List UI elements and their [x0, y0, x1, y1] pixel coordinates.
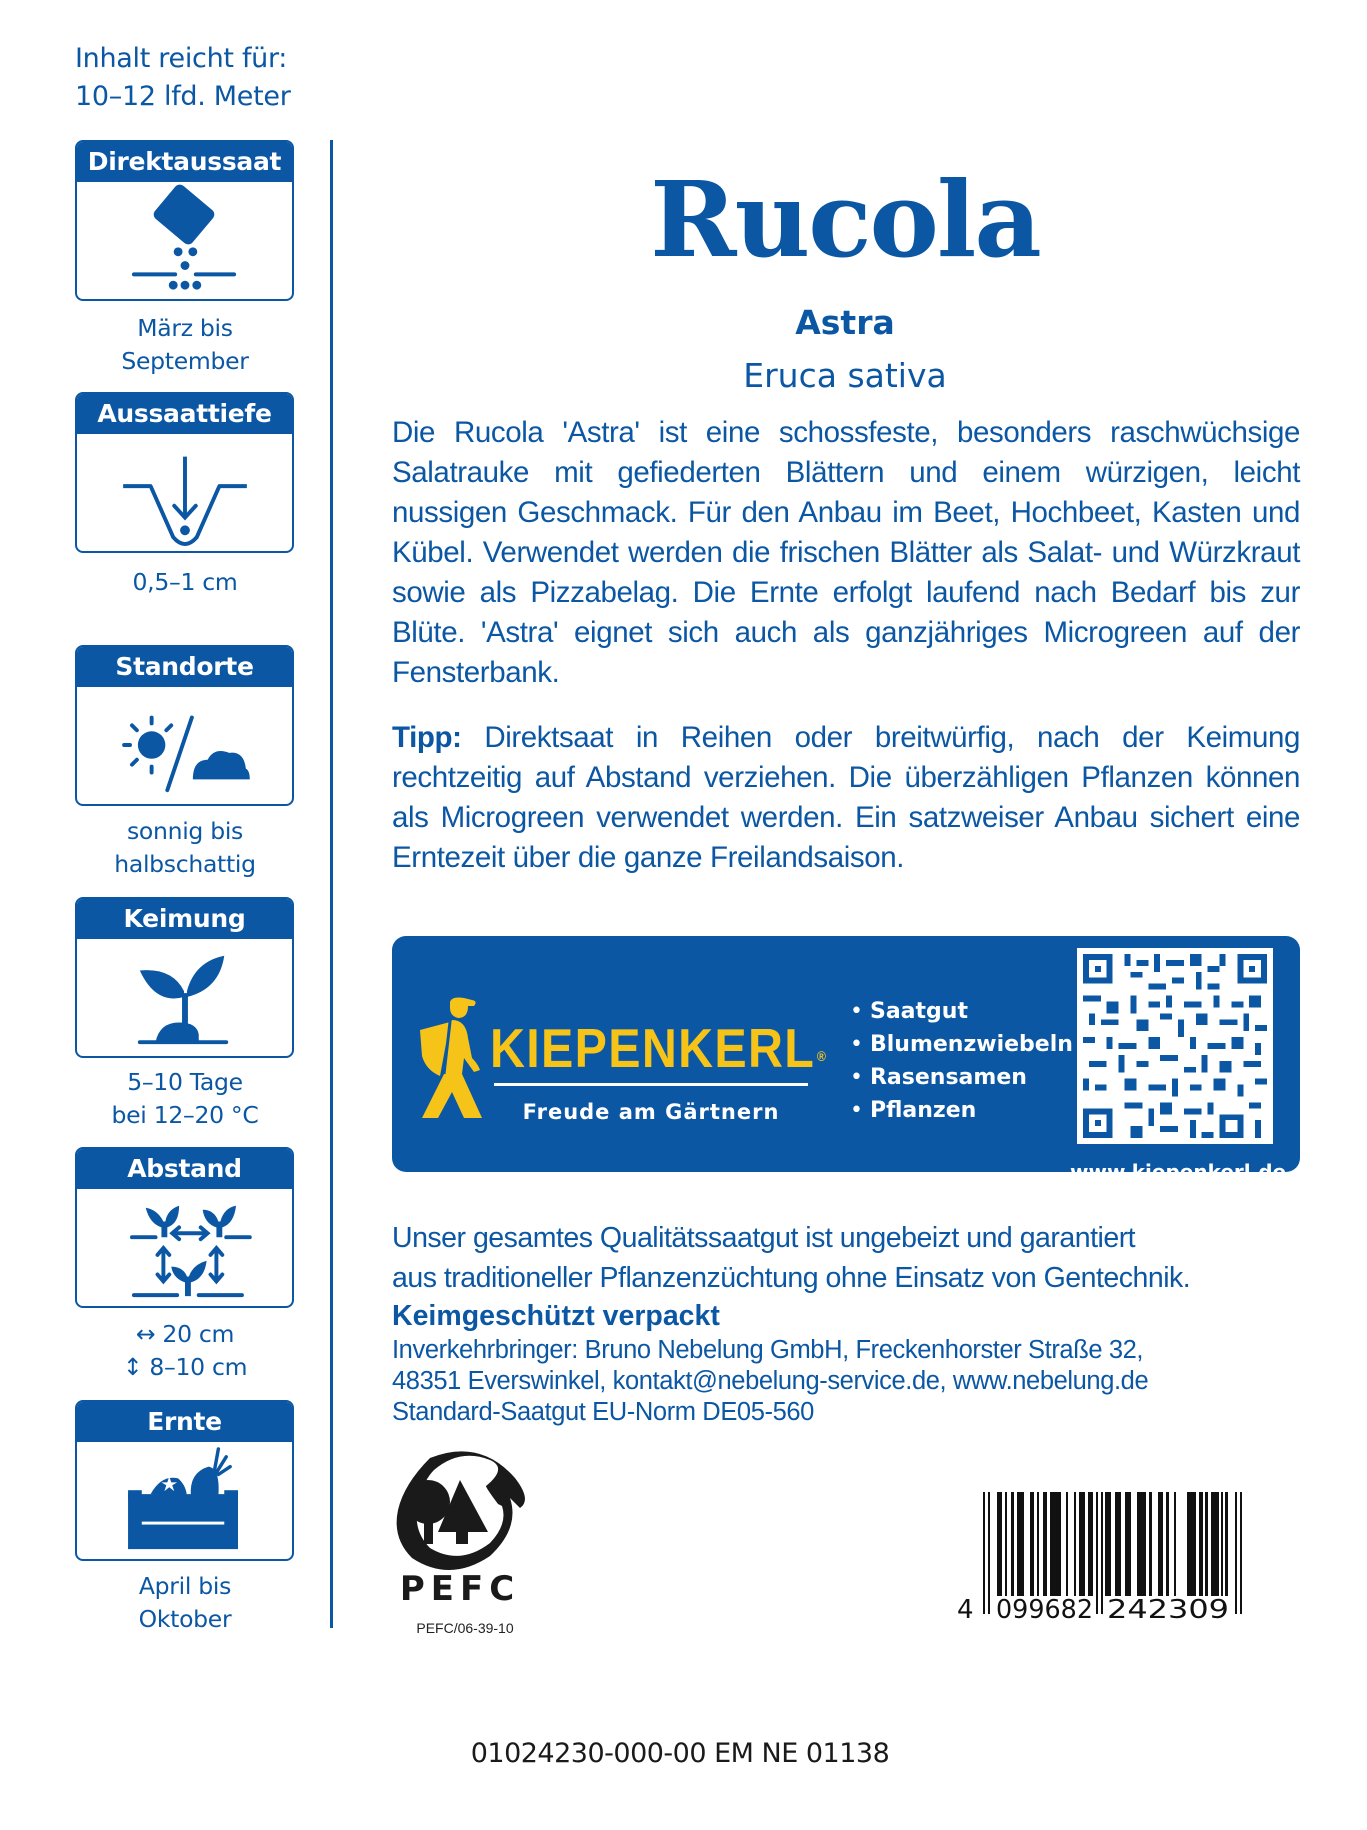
- packaging-note: Keimgeschützt verpackt: [392, 1300, 720, 1332]
- product-title: Rucola: [650, 158, 1040, 281]
- sowing-depth-icon: [77, 434, 292, 551]
- list-item: • Pflanzen: [850, 1094, 1073, 1127]
- product-latin-name: Eruca sativa: [743, 356, 947, 395]
- registered-mark: ®: [816, 1048, 827, 1064]
- brand-slogan: Freude am Gärtnern: [522, 1100, 780, 1124]
- brand-website-link[interactable]: www.kiepenkerl.de: [1070, 1160, 1287, 1184]
- value-line: März bis: [137, 314, 233, 342]
- value-line: bei 12–20 °C: [111, 1101, 259, 1129]
- brand-underline: [494, 1083, 808, 1086]
- card-title: Aussaattiefe: [77, 394, 292, 434]
- sun-cloud-icon: [77, 687, 292, 804]
- product-variety: Astra: [795, 303, 895, 342]
- card-title: Keimung: [77, 899, 292, 939]
- barcode-first-digit: 4: [957, 1595, 974, 1625]
- barcode-left-group: 099682: [996, 1595, 1093, 1625]
- coverage-value: 10–12 lfd. Meter: [75, 81, 291, 112]
- value-line: ↔ 20 cm: [135, 1320, 235, 1348]
- value-line: ↕ 8–10 cm: [122, 1353, 248, 1381]
- card-title: Direktaussaat: [77, 142, 292, 182]
- info-card-harvest: [75, 1400, 294, 1561]
- card-title: Ernte: [77, 1402, 292, 1442]
- direct-sowing-icon: [77, 182, 292, 299]
- card-value-harvest: [60, 1570, 310, 1636]
- barcode-right-group: 242309: [1107, 1595, 1229, 1625]
- plant-spacing-icon: [77, 1189, 292, 1306]
- card-value-location: [60, 815, 310, 881]
- card-title: Standorte: [77, 647, 292, 687]
- column-divider: [330, 140, 333, 1628]
- pefc-label: PEFC: [399, 1569, 521, 1609]
- card-title: Abstand: [77, 1149, 292, 1189]
- info-card-spacing: [75, 1147, 294, 1308]
- quality-statement: [392, 1218, 1312, 1298]
- brand-name: KIEPENKERL: [490, 1017, 816, 1079]
- info-card-germination: [75, 897, 294, 1058]
- address-line: Inverkehrbringer: Bruno Nebelung GmbH, Freckenhorster Straße 32,: [392, 1336, 1144, 1364]
- value-line: 5–10 Tage: [127, 1068, 243, 1096]
- quality-line: aus traditioneller Pflanzenzüchtung ohne Einsatz von Gentechnik.: [392, 1262, 1191, 1294]
- list-item: • Rasensamen: [850, 1061, 1073, 1094]
- info-card-location: [75, 645, 294, 806]
- product-categories-list: [850, 995, 1073, 1127]
- address-line: 48351 Everswinkel, kontakt@nebelung-service.de, www.nebelung.de: [392, 1367, 1149, 1395]
- product-description: Die Rucola 'Astra' ist eine schossfeste, besonders raschwüchsige Salatrauke mit gefiederten Blättern und einem würzigen, leicht nussigen Geschmack. Für den Anbau im Beet, Hochbeet, Kasten und Kübel. Verwendet werden die frischen Blätter als Salat- und Würzkraut sowie als Pizzabelag. Die Ernte erfolgt laufend nach Bedarf bis zur Blüte. 'Astra' eignet sich auch als ganzjähriges Microgreen auf der Fensterbank.: [392, 416, 1300, 689]
- seedling-icon: [77, 939, 292, 1056]
- article-code: 01024230-000-00 EM NE 01138: [470, 1738, 890, 1769]
- value-line: Oktober: [138, 1605, 232, 1633]
- qr-code[interactable]: [1077, 948, 1273, 1144]
- value-line: halbschattig: [114, 850, 256, 878]
- distributor-address: [392, 1335, 1312, 1428]
- info-card-direct-sowing: [75, 140, 294, 301]
- card-value-spacing: [60, 1318, 310, 1384]
- card-value-direct-sowing: [60, 312, 310, 378]
- coverage-info: [75, 40, 355, 116]
- harvest-crate-icon: [77, 1442, 292, 1559]
- pefc-logo-icon: [390, 1448, 530, 1618]
- value-line: 0,5–1 cm: [132, 568, 238, 596]
- info-card-sowing-depth: [75, 392, 294, 553]
- value-line: sonnig bis: [126, 817, 243, 845]
- brand-logo-text: [490, 1018, 826, 1078]
- tip-label: Tipp:: [392, 721, 462, 754]
- list-item: • Blumenzwiebeln: [850, 1028, 1073, 1061]
- list-item: • Saatgut: [850, 995, 1073, 1028]
- coverage-label: Inhalt reicht für:: [75, 43, 288, 74]
- product-tip: [392, 718, 1300, 878]
- tip-text: Direktsaat in Reihen oder breitwürfig, nach der Keimung rechtzeitig auf Abstand verziehen. Die überzähligen Pflanzen können als Microgreen verwendet werden. Ein satzweiser Anbau sichert eine Erntezeit über die ganze Freilandsaison.: [392, 721, 1301, 874]
- card-value-germination: [60, 1066, 310, 1132]
- ean-barcode: [955, 1488, 1290, 1628]
- quality-line: Unser gesamtes Qualitätssaatgut ist ungebeizt und garantiert: [392, 1222, 1136, 1254]
- address-line: Standard-Saatgut EU-Norm DE05-560: [392, 1398, 814, 1426]
- card-value-sowing-depth: [60, 566, 310, 599]
- value-line: April bis: [138, 1572, 232, 1600]
- pefc-certificate-code: PEFC/06-39-10: [416, 1620, 514, 1636]
- hiker-logo-icon: [420, 996, 492, 1120]
- value-line: September: [121, 347, 249, 375]
